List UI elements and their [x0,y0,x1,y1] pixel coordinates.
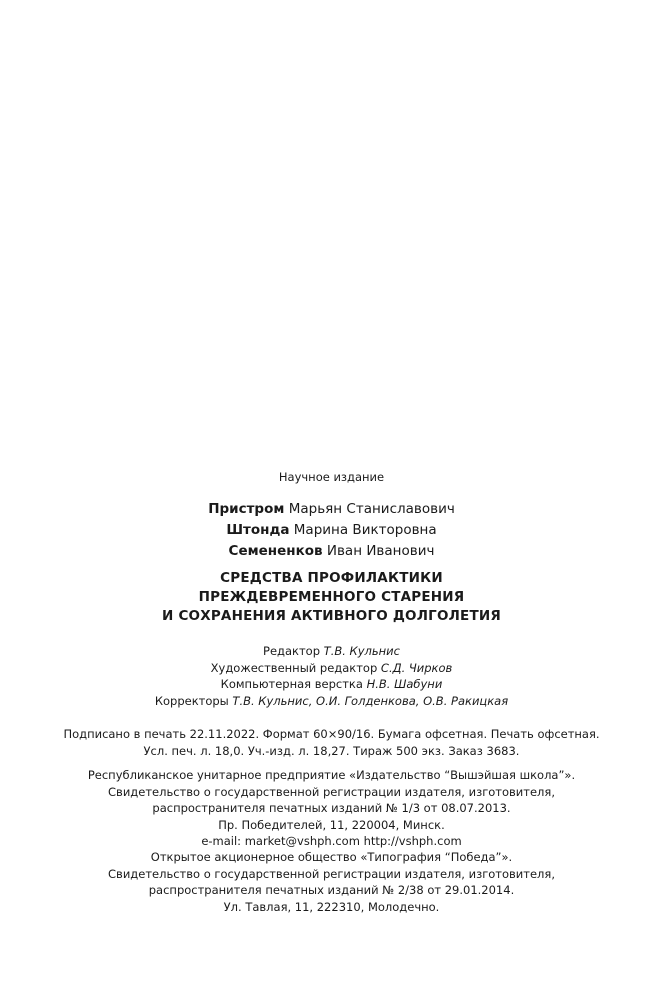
printer-line: Открытое акционерное общество «Типография “Победа”». [150,850,513,864]
authors-list [0,499,663,562]
author-given-names: Иван Иванович [326,543,435,559]
title-line: И СОХРАНЕНИЯ АКТИВНОГО ДОЛГОЛЕТИЯ [162,608,501,624]
publisher-info [0,767,663,850]
printer-line: Свидетельство о государственной регистрации издателя, изготовителя, [108,866,555,881]
book-title [0,569,663,626]
author-surname: Семененков [228,543,323,559]
author-line [0,541,663,562]
printer-line: распространителя печатных изданий № 2/38 от 29.01.2014. [148,883,515,897]
publisher-line: Свидетельство о государственной регистрации издателя, изготовителя, [108,784,555,799]
publisher-line: распространителя печатных изданий № 1/3 от 08.07.2013. [152,801,511,815]
printing-line: Подписано в печать 22.11.2022. Формат 60×90/16. Бумага офсетная. Печать офсетная. [63,727,600,741]
publisher-line: Пр. Победителей, 11, 220004, Минск. [218,817,445,832]
title-line: ПРЕЖДЕВРЕМЕННОГО СТАРЕНИЯ [198,589,465,605]
editorial-credits [0,643,663,709]
author-given-names: Марина Викторовна [293,522,437,538]
credit-line [0,643,663,660]
credit-names: Т.В. Кульнис, О.И. Голденкова, О.В. Ракицкая [232,693,509,708]
printer-line: Ул. Тавлая, 11, 222310, Молодечно. [223,899,440,914]
edition-type-text: Научное издание [278,470,385,484]
printer-info [0,849,663,915]
publisher-contact-line: e-mail: market@vshph.com http://vshph.com [201,834,462,848]
credit-role: Художественный редактор [210,660,378,675]
credit-names: Н.В. Шабуни [366,677,443,691]
credit-role: Редактор [263,644,321,658]
credit-names: С.Д. Чирков [380,660,453,675]
author-surname: Пристром [208,501,285,517]
credit-names: Т.В. Кульнис [323,644,400,658]
credit-line [0,660,663,677]
credit-line [0,676,663,693]
credit-role: Корректоры [154,693,229,708]
printing-details [0,726,663,759]
printing-line: Усл. печ. л. 18,0. Уч.-изд. л. 18,27. Тираж 500 экз. Заказ 3683. [143,743,520,758]
author-given-names: Марьян Станиславович [288,501,455,517]
author-line [0,499,663,520]
title-line: СРЕДСТВА ПРОФИЛАКТИКИ [220,570,443,586]
credit-line [0,693,663,710]
author-surname: Штонда [226,522,290,538]
author-line [0,520,663,541]
credit-role: Компьютерная верстка [220,677,363,691]
edition-type [0,469,663,485]
publisher-line: Республиканское унитарное предприятие «Издательство “Вышэйшая школа”». [87,768,576,782]
